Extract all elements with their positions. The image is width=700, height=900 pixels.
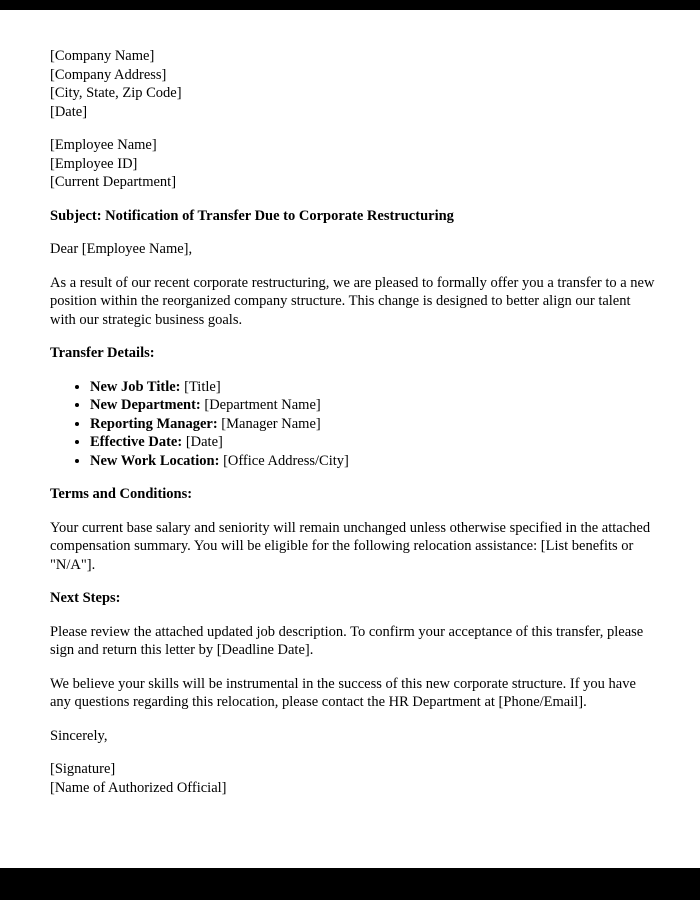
transfer-detail-item bbox=[90, 452, 655, 471]
detail-value: [Department Name] bbox=[204, 397, 321, 413]
signature-line: [Signature] bbox=[50, 761, 116, 777]
detail-value: [Office Address/City] bbox=[223, 452, 349, 469]
transfer-details-list bbox=[50, 378, 655, 471]
detail-value: [Manager Name] bbox=[221, 415, 321, 432]
employee-name-line: [Employee Name] bbox=[50, 137, 157, 153]
terms-paragraph: Your current base salary and seniority will remain unchanged unless otherwise specified in the attached compensation summary. You will be eligible for the following relocation assistance: [List benefits or "N/A"]. bbox=[50, 519, 651, 573]
sender-address-block bbox=[50, 47, 655, 121]
recipient-address-block bbox=[50, 136, 655, 192]
current-department-line: [Current Department] bbox=[50, 174, 177, 190]
transfer-details-heading: Transfer Details: bbox=[50, 345, 155, 361]
transfer-detail-item bbox=[90, 396, 655, 415]
next-steps-paragraph: Please review the attached updated job description. To confirm your acceptance of this transfer, please sign and return this letter by [Deadline Date]. bbox=[50, 623, 644, 658]
top-border-bar bbox=[0, 0, 700, 10]
transfer-detail-item bbox=[90, 378, 655, 397]
salutation: Dear [Employee Name], bbox=[50, 241, 193, 257]
sincerely-line: Sincerely, bbox=[50, 727, 108, 744]
company-city-line: [City, State, Zip Code] bbox=[50, 85, 182, 101]
closing-paragraph: We believe your skills will be instrumental in the success of this new corporate structure. If you have any questions regarding this relocation, please contact the HR Department at [Phone/Email]. bbox=[50, 675, 636, 710]
letter-content bbox=[50, 47, 655, 805]
employee-id-line: [Employee ID] bbox=[50, 155, 138, 172]
subject-line: Subject: Notification of Transfer Due to Corporate Restructuring bbox=[50, 207, 454, 224]
terms-heading: Terms and Conditions: bbox=[50, 486, 193, 502]
transfer-detail-item bbox=[90, 415, 655, 434]
detail-label: New Job Title: bbox=[90, 378, 181, 395]
detail-value: [Title] bbox=[184, 378, 221, 395]
detail-value: [Date] bbox=[185, 434, 223, 450]
company-address-line: [Company Address] bbox=[50, 66, 167, 83]
letter-document bbox=[0, 10, 700, 868]
intro-paragraph: As a result of our recent corporate restructuring, we are pleased to formally offer you a transfer to a new position within the reorganized company structure. This change is designed to better align our talent with our strategic business goals. bbox=[50, 274, 655, 328]
bottom-border-bar bbox=[0, 868, 700, 900]
signatory-name-line: [Name of Authorized Official] bbox=[50, 779, 227, 796]
next-steps-heading: Next Steps: bbox=[50, 590, 121, 606]
company-name-line: [Company Name] bbox=[50, 48, 155, 64]
letter-date-line: [Date] bbox=[50, 103, 88, 120]
transfer-detail-item bbox=[90, 433, 655, 452]
detail-label: New Work Location: bbox=[90, 452, 220, 469]
detail-label: Effective Date: bbox=[90, 434, 183, 450]
detail-label: New Department: bbox=[90, 397, 201, 413]
detail-label: Reporting Manager: bbox=[90, 415, 218, 432]
